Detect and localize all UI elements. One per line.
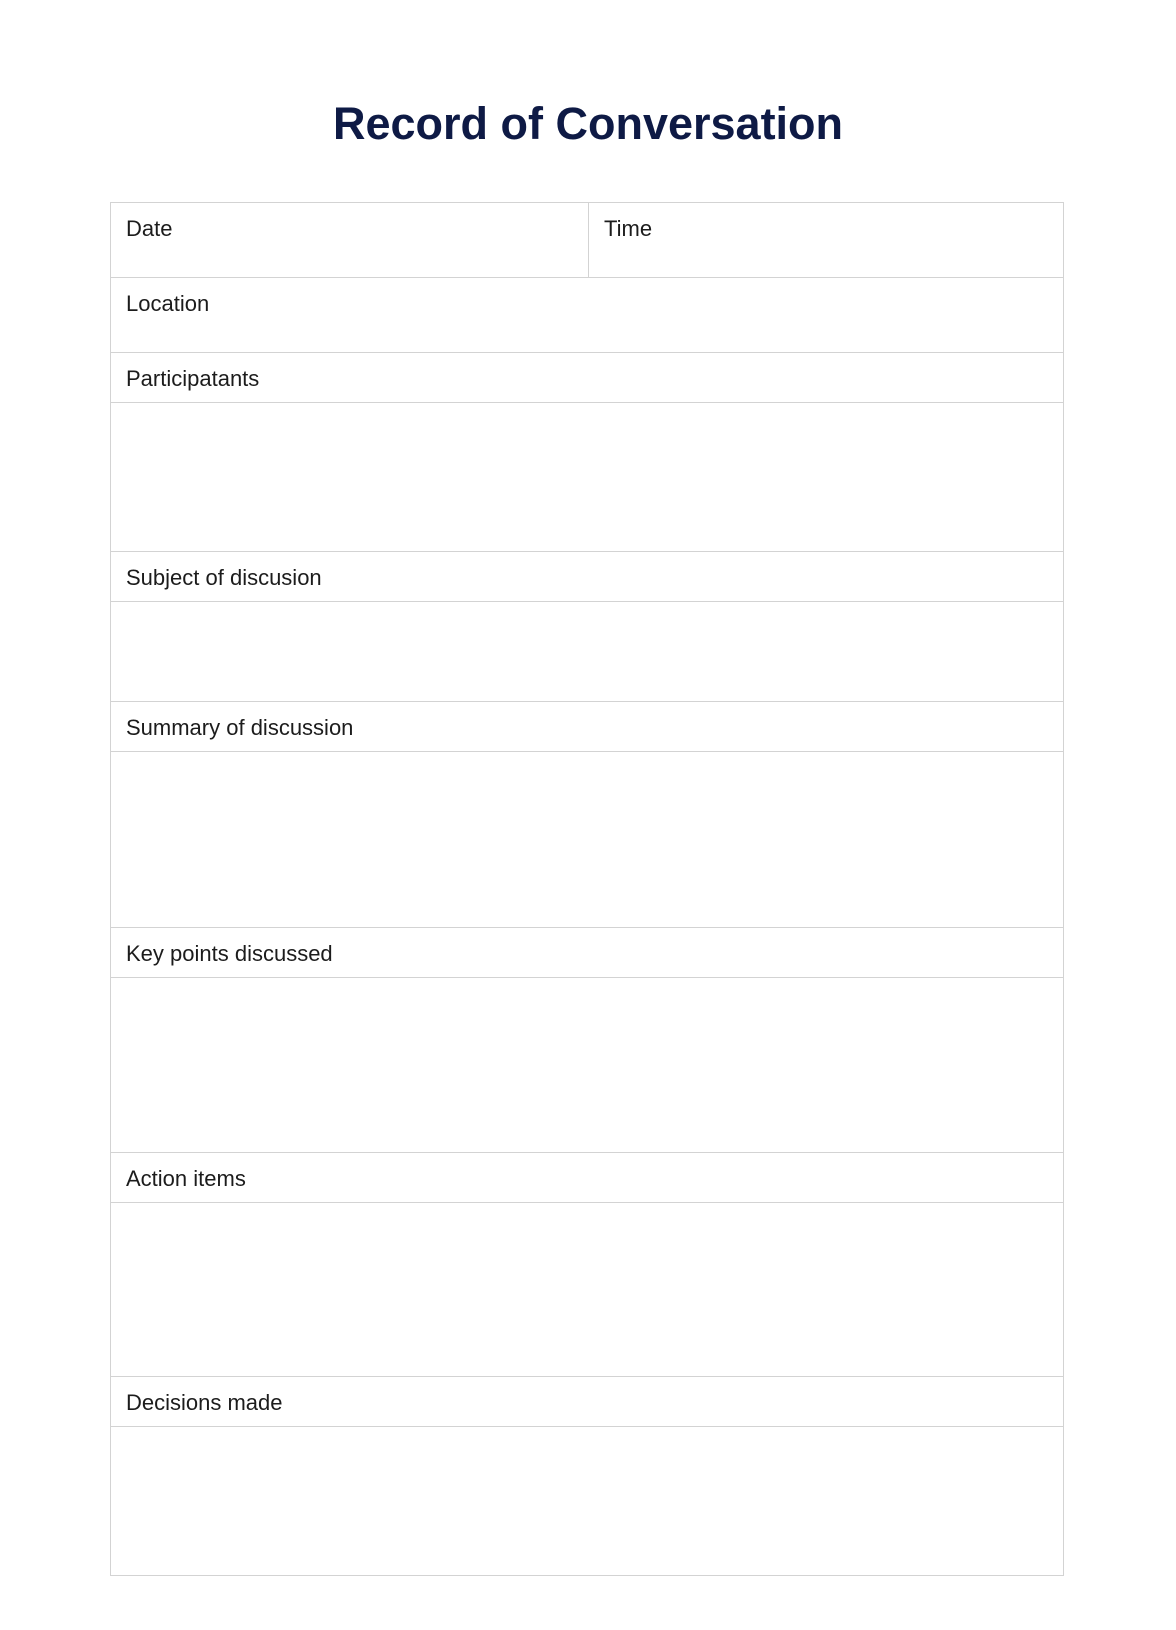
page-title: Record of Conversation — [332, 98, 844, 149]
key-points-header — [111, 928, 1063, 978]
summary-area[interactable] — [111, 752, 1063, 928]
summary-header — [111, 702, 1063, 752]
participants-label: Participatants — [126, 366, 260, 391]
date-time-row — [111, 203, 1063, 278]
summary-label: Summary of discussion — [126, 715, 354, 740]
subject-area[interactable] — [111, 602, 1063, 702]
action-items-area[interactable] — [111, 1203, 1063, 1377]
time-label: Time — [604, 216, 653, 241]
participants-header — [111, 353, 1063, 403]
conversation-record-form — [110, 202, 1064, 1576]
time-field[interactable] — [589, 203, 1063, 277]
location-field[interactable] — [111, 278, 1063, 353]
action-items-header — [111, 1153, 1063, 1203]
date-label: Date — [126, 216, 173, 241]
date-field[interactable] — [111, 203, 589, 277]
decisions-area[interactable] — [111, 1427, 1063, 1575]
location-label: Location — [126, 291, 210, 316]
action-items-label: Action items — [126, 1166, 246, 1191]
key-points-area[interactable] — [111, 978, 1063, 1153]
decisions-header — [111, 1377, 1063, 1427]
subject-label: Subject of discusion — [126, 565, 322, 590]
participants-area[interactable] — [111, 403, 1063, 552]
key-points-label: Key points discussed — [126, 941, 333, 966]
decisions-label: Decisions made — [126, 1390, 283, 1415]
subject-header — [111, 552, 1063, 602]
